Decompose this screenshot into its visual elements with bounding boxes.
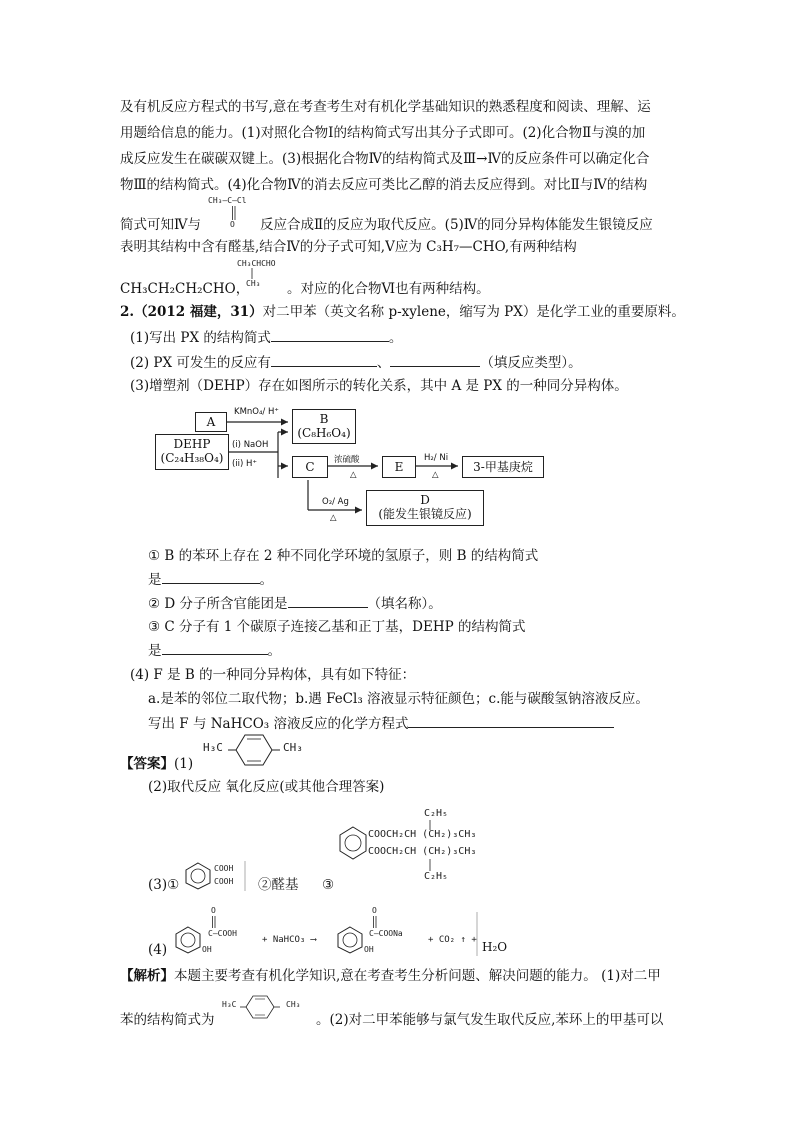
question-2-1-end: 。	[388, 330, 403, 346]
equation-plus-co2: + CO₂ ↑ +	[428, 935, 477, 945]
question-2-4-features: a.是苯的邻位二取代物；b.遇 FeCl₃ 溶液显示特征颜色；c.能与碳酸氢钠溶液反应。	[148, 691, 649, 707]
isobutanal-structure-top: CH₃CHCHO	[237, 259, 276, 268]
o2ag-label: O₂/ Ag	[322, 497, 349, 507]
question-2-text: 对二甲苯（英文名称 p-xylene，缩写为 PX）是化学工业的重要原料。	[262, 304, 685, 320]
reactant-carbonyl-o: O	[211, 906, 216, 915]
paragraph-line-1: 及有机反应方程式的书写,意在考查考生对有机化学基础知识的熟悉程度和阅读、理解、运	[120, 99, 651, 115]
equation-plus-nahco3: + NaHCO₃ ⟶	[262, 935, 317, 945]
product-oh: OH	[364, 945, 374, 954]
dehp-ester-2: COOCH₂CH (CH₂)₃CH₃	[368, 846, 477, 857]
phthalic-cooh-2: COOH	[214, 877, 234, 886]
question-2-2-end: （填反应类型）。	[480, 355, 582, 371]
subquestion-1-end: 。	[259, 572, 273, 588]
answer-blank-s1[interactable]	[162, 569, 260, 584]
answer-4-label: (4)	[148, 942, 168, 958]
paragraph-line-2: 用题给信息的能力。(1)对照化合物Ⅰ的结构简式写出其分子式即可。(2)化合物Ⅱ与溴的加	[120, 125, 646, 141]
equation-bracket	[476, 912, 478, 956]
phthalic-cooh-1: COOH	[214, 864, 234, 873]
h2ni-label: H₂/ Ni	[424, 453, 449, 463]
phthalic-acid-ring-icon	[184, 862, 212, 890]
paragraph-line-3: 成反应发生在碳碳双键上。(3)根据化合物Ⅳ的结构简式及Ⅲ→Ⅳ的反应条件可以确定化合	[120, 151, 650, 167]
subquestion-2	[148, 593, 442, 614]
acyl-chloride-structure-top: CH₃—C—Cl	[208, 196, 247, 205]
dehp-label: DEHP	[173, 437, 211, 451]
subquestion-1-b-text: 是	[148, 572, 162, 588]
equation-water: H₂O	[482, 940, 508, 954]
subquestion-3-b	[148, 640, 281, 661]
compound-a-box: A	[195, 412, 227, 432]
dehp-formula: (C₂₄H₃₈O₄)	[160, 451, 224, 465]
question-2-2-text: (2) PX 可发生的反应有	[130, 355, 271, 371]
reactant-co-bond	[211, 916, 217, 928]
compound-b-formula: (C₈H₆O₄)	[297, 426, 351, 440]
compound-d-desc: (能发生银镜反应)	[378, 507, 472, 521]
analysis-text-1: 本题主要考查有机化学知识,意在考查考生分析问题、解决问题的能力。 (1)对二甲	[174, 968, 661, 984]
analysis-line-2b: 。(2)对二甲苯能够与氯气发生取代反应,苯环上的甲基可以	[316, 1012, 664, 1028]
compound-e-box: E	[382, 456, 416, 478]
h-plus-label: (ii) H⁺	[232, 459, 257, 469]
kmno4-label: KMnO₄/ H⁺	[234, 407, 279, 417]
h2so4-label: 浓硫酸	[334, 455, 360, 465]
reactant-cooh: C—COOH	[208, 929, 237, 938]
answer-1-label: (1)	[174, 756, 194, 772]
analysis-line-2a: 苯的结构简式为	[120, 1012, 215, 1028]
dehp-benzene-ring-icon	[338, 826, 368, 860]
dehp-ester-1: COOCH₂CH (CH₂)₃CH₃	[368, 829, 477, 840]
paragraph-line-4: 物Ⅲ的结构简式。(4)化合物Ⅳ的消去反应可类比乙醇的消去反应得到。对比Ⅱ与Ⅳ的结构	[120, 177, 648, 193]
answer-blank-4[interactable]	[408, 713, 614, 728]
answer-label: 【答案】	[120, 756, 174, 772]
paragraph-line-5b: 反应合成Ⅱ的反应为取代反应。(5)Ⅳ的同分异构体能发生银镜反应	[260, 217, 653, 233]
delta-ef-label: △	[432, 470, 439, 480]
compound-b-label: B	[319, 412, 329, 426]
answer-line-1	[120, 754, 193, 774]
subquestion-3-b-text: 是	[148, 643, 162, 659]
paragraph-line-7a: CH₃CH₂CH₂CHO，	[120, 281, 250, 297]
px-left-methyl: H₃C	[203, 741, 223, 754]
paragraph-line-7b: 。对应的化合物Ⅵ也有两种结构。	[287, 281, 490, 297]
dehp-ethyl-top: C₂H₅	[424, 808, 449, 819]
subquestion-2-text: ② D 分子所含官能团是	[148, 596, 288, 612]
analysis-px-right-methyl: CH₃	[286, 1000, 301, 1009]
answer-blank-s3[interactable]	[162, 640, 268, 655]
compound-c-box: C	[292, 456, 328, 478]
question-2-2-sep: 、	[376, 355, 391, 371]
analysis-px-ring-icon	[240, 994, 284, 1020]
dehp-ethyl-bottom: C₂H₅	[424, 871, 449, 882]
naoh-label: (i) NaOH	[232, 440, 269, 450]
compound-d-box	[366, 490, 484, 526]
phthalic-bracket	[244, 861, 246, 891]
compound-f-box: 3-甲基庚烷	[462, 456, 544, 478]
answer-3-aldehyde: ②醛基	[258, 877, 299, 893]
subquestion-1-b	[148, 569, 273, 590]
dehp-bond-bottom	[429, 859, 431, 871]
question-2-1-text: (1)写出 PX 的结构简式	[130, 330, 271, 346]
acyl-chloride-structure-bottom: O	[230, 220, 235, 229]
question-2-4-prompt-text: 写出 F 与 NaHCO₃ 溶液反应的化学方程式	[148, 716, 409, 732]
product-ring-icon	[336, 926, 364, 954]
question-2-4-prompt	[148, 713, 614, 734]
answer-blank-s2[interactable]	[288, 593, 368, 608]
isobutanal-structure-bottom: CH₃	[246, 279, 261, 288]
px-benzene-ring-icon	[228, 732, 280, 768]
dehp-box	[155, 434, 229, 470]
reactant-oh: OH	[202, 945, 212, 954]
question-2-source: 2.（2012 福建，31）	[120, 304, 263, 320]
delta-cd-label: △	[330, 513, 337, 523]
compound-d-label: D	[420, 493, 430, 507]
answer-2: (2)取代反应 氧化反应(或其他合理答案)	[148, 779, 385, 795]
analysis-px-left-methyl: H₃C	[222, 1000, 237, 1009]
product-carbonyl-o: O	[372, 906, 377, 915]
px-right-methyl: CH₃	[283, 741, 303, 754]
paragraph-line-6: 表明其结构中含有醛基,结合Ⅳ的分子式可知,Ⅴ应为 C₃H₇—CHO,有两种结构	[120, 239, 577, 255]
paragraph-line-5a: 简式可知Ⅳ与	[120, 217, 201, 233]
product-co-bond	[372, 916, 378, 928]
answer-3-prefix: (3)①	[148, 877, 180, 893]
product-coona: C—COONa	[369, 929, 403, 938]
answer-3-c: ③	[322, 877, 335, 893]
reactant-ring-icon	[174, 926, 202, 954]
compound-b-box	[292, 409, 356, 444]
subquestion-3-a: ③ C 分子有 1 个碳原子连接乙基和正丁基，DEHP 的结构简式	[148, 619, 526, 635]
delta-ce-label: △	[350, 470, 357, 480]
analysis-label: 【解析】	[120, 968, 174, 984]
analysis-line-1	[120, 966, 661, 986]
question-2-4: (4) F 是 B 的一种同分异构体，具有如下特征：	[130, 667, 416, 683]
question-2-3: (3)增塑剂（DEHP）存在如图所示的转化关系，其中 A 是 PX 的一种同分异构体。	[130, 378, 628, 394]
subquestion-1-a: ① B 的苯环上存在 2 种不同化学环境的氢原子，则 B 的结构简式	[148, 548, 539, 564]
subquestion-2-end: （填名称）。	[367, 596, 442, 612]
subquestion-3-end: 。	[267, 643, 281, 659]
